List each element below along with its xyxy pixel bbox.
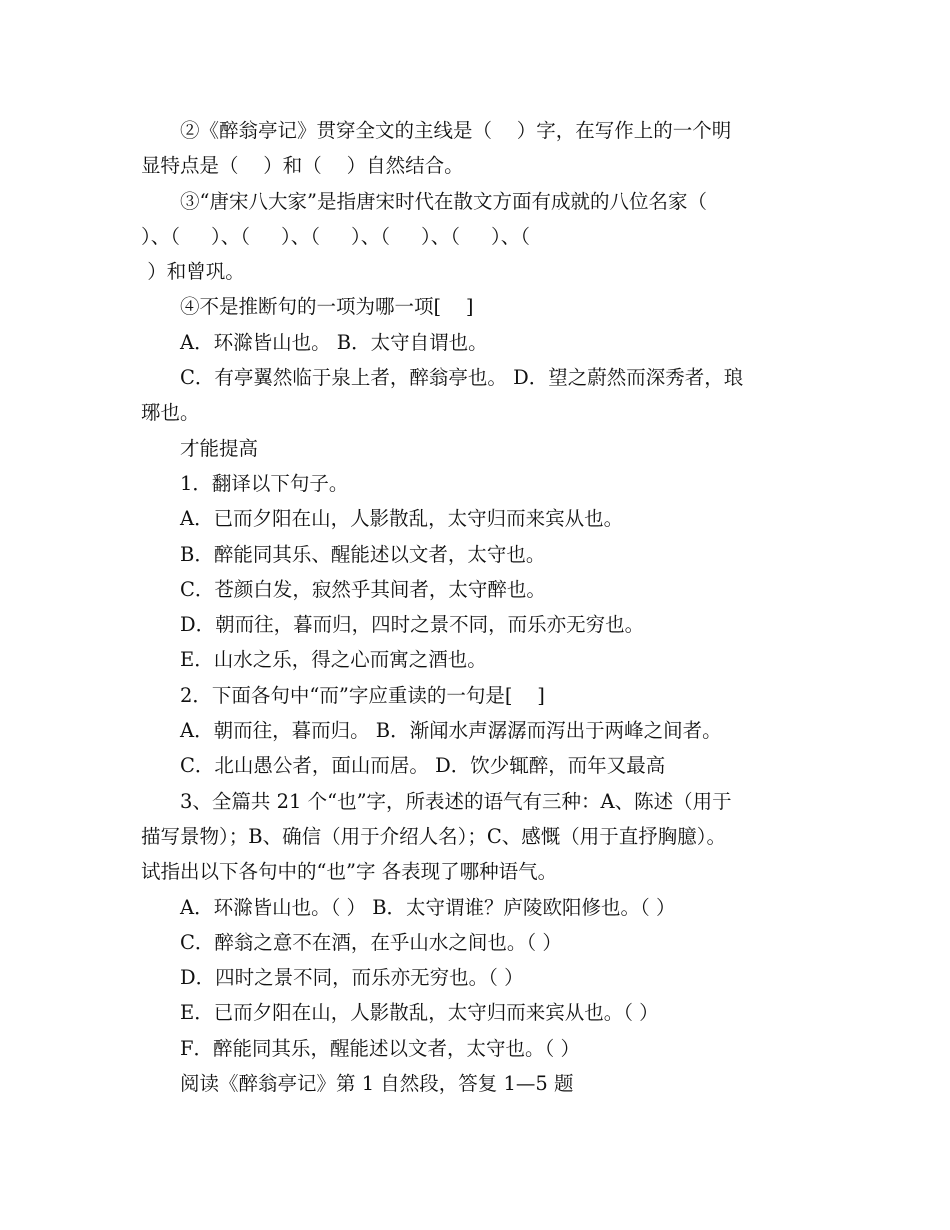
section-heading: 才能提高 xyxy=(180,436,259,460)
text-line: C．醉翁之意不在酒，在乎山水之间也。（ ） xyxy=(180,930,562,954)
text-line: C．北山愚公者，面山而居。 D．饮少辄醉，而年又最高 xyxy=(180,754,666,778)
text-line: ④不是推断句的一项为哪一项[ ] xyxy=(180,295,474,319)
text-line: 琊也。 xyxy=(141,401,200,425)
text-line: 阅读《醉翁亭记》第 1 自然段，答复 1—5 题 xyxy=(180,1072,574,1096)
text-line: A．环滁皆山也。（ ） B．太守谓谁？庐陵欧阳修也。（ ） xyxy=(180,895,676,919)
text-line: ②《醉翁亭记》贯穿全文的主线是（ ）字，在写作上的一个明 xyxy=(180,119,732,142)
text-line: 2．下面各句中“而”字应重读的一句是[ ] xyxy=(180,683,545,707)
text-line: F．醉能同其乐，醒能述以文者，太守也。（ ） xyxy=(180,1036,580,1060)
text-line: D．朝而往，暮而归，四时之景不同，而乐亦无穷也。 xyxy=(180,613,645,637)
text-line: ③“唐宋八大家”是指唐宋时代在散文方面有成就的八位名家（ xyxy=(180,189,707,213)
text-line: A．朝而往，暮而归。 B．渐闻水声潺潺而泻出于两峰之间者。 xyxy=(180,719,722,743)
text-line: 试指出以下各句中的“也”字 各表现了哪种语气。 xyxy=(141,860,558,884)
text-line: 描写景物）；B、确信（用于介绍人名）；C、感慨（用于直抒胸臆）。 xyxy=(141,824,727,848)
text-line: 1．翻译以下句子。 xyxy=(180,471,349,495)
text-line: B．醉能同其乐、醒能述以文者，太守也。 xyxy=(180,542,546,566)
text-line: A．已而夕阳在山，人影散乱，太守归而来宾从也。 xyxy=(180,507,624,531)
text-line: 3、全篇共 21 个“也”字，所表述的语气有三种：A、陈述（用于 xyxy=(180,789,732,813)
text-line: E．已而夕阳在山，人影散乱，太守归而来宾从也。（ ） xyxy=(180,1001,659,1025)
text-line: 显特点是（ ）和（ ）自然结合。 xyxy=(141,154,464,178)
document-body xyxy=(141,113,821,1101)
text-line: C．苍颜白发，寂然乎其间者，太守醉也。 xyxy=(180,577,546,601)
text-line: D．四时之景不同，而乐亦无穷也。（ ） xyxy=(180,966,524,990)
text-line: A．环滁皆山也。 B．太守自谓也。 xyxy=(180,330,488,354)
text-line: C．有亭翼然临于泉上者，醉翁亭也。 D．望之蔚然而深秀者，琅 xyxy=(180,366,744,390)
text-line: ）、（ ）、（ ）、（ ）、（ ）、（ ）、（ xyxy=(141,224,530,248)
text-line: E．山水之乐，得之心而寓之酒也。 xyxy=(180,648,487,672)
text-line: ）和曾巩。 xyxy=(141,260,245,284)
